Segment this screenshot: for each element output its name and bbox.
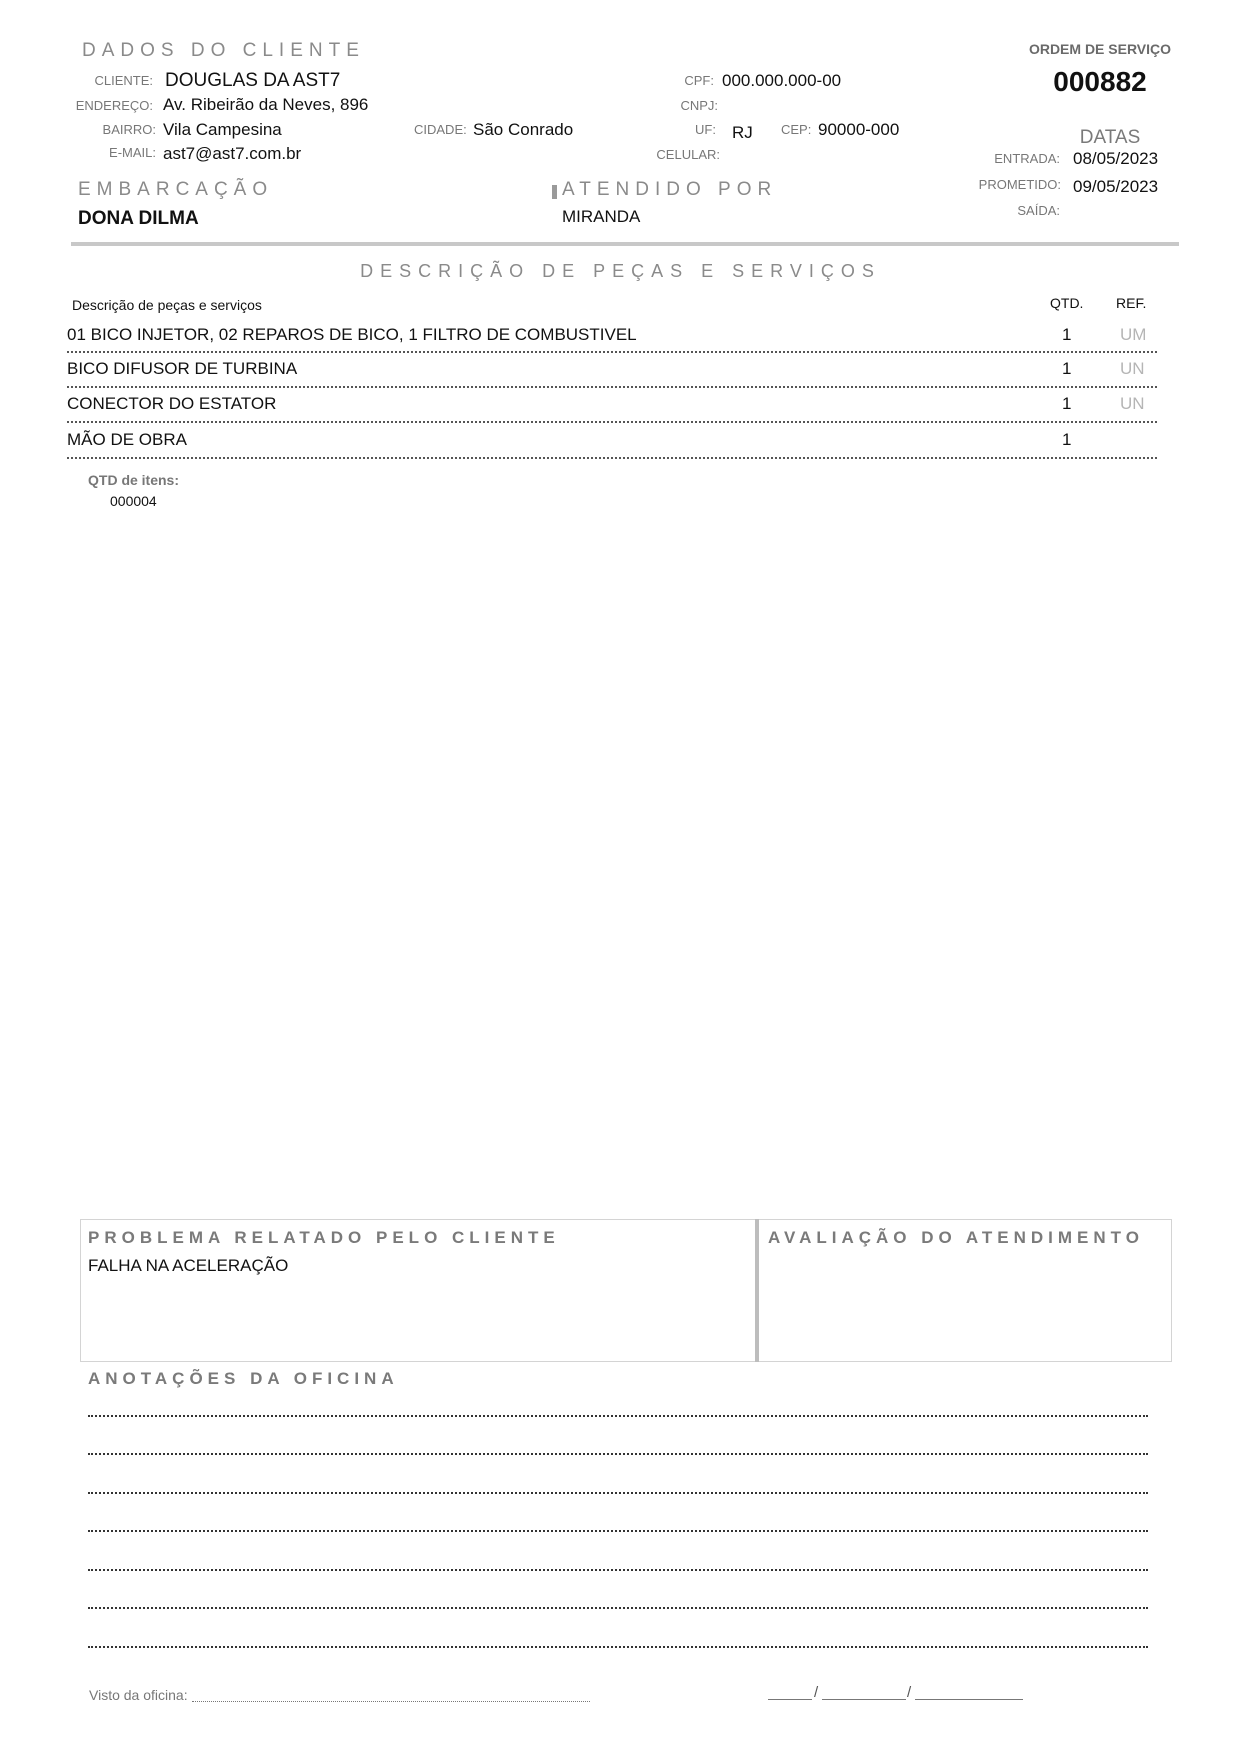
attended-by-title: ATENDIDO POR — [562, 179, 778, 200]
cpf-label: CPF: — [684, 73, 714, 88]
items-section-title: DESCRIÇÃO DE PEÇAS E SERVIÇOS — [360, 261, 881, 281]
service-order-number: 000882 — [1053, 66, 1147, 97]
notes-line — [88, 1646, 1148, 1648]
notes-line — [88, 1415, 1148, 1417]
exit-date-label: SAÍDA: — [1017, 203, 1060, 218]
item-row-separator — [67, 457, 1157, 459]
vessel-title: EMBARCAÇÃO — [78, 179, 274, 200]
item-row-2-ref: UN — [1120, 359, 1145, 378]
item-row-2-qtd: 1 — [1062, 359, 1072, 378]
attended-by-value: MIRANDA — [562, 207, 641, 226]
workshop-signature-line — [192, 1701, 590, 1702]
entry-date-label: ENTRADA: — [994, 151, 1060, 166]
item-row-1-qtd: 1 — [1062, 325, 1072, 344]
items-col-description: Descrição de peças e serviços — [72, 297, 262, 313]
email-label: E-MAIL: — [109, 145, 156, 160]
dates-title: DATAS — [1079, 127, 1141, 148]
problem-title: PROBLEMA RELATADO PELO CLIENTE — [88, 1228, 560, 1247]
items-col-qtd: QTD. — [1050, 295, 1084, 311]
problem-value: FALHA NA ACELERAÇÃO — [88, 1256, 289, 1275]
items-count-value: 000004 — [110, 493, 157, 509]
promised-date-value: 09/05/2023 — [1073, 177, 1159, 196]
address-label: ENDEREÇO: — [75, 98, 153, 113]
item-row-1-desc: 01 BICO INJETOR, 02 REPAROS DE BICO, 1 FILTRO DE COMBUSTIVEL — [67, 325, 637, 344]
date-slash: / — [814, 1684, 819, 1701]
cnpj-label: CNPJ: — [680, 98, 718, 113]
client-name: DOUGLAS DA AST7 — [165, 70, 341, 91]
notes-line — [88, 1492, 1148, 1494]
vessel-name: DONA DILMA — [78, 208, 199, 229]
items-col-ref: REF. — [1116, 295, 1147, 311]
address-value: Av. Ribeirão da Neves, 896 — [163, 95, 369, 114]
item-row-separator — [67, 386, 1157, 388]
client-section-title: DADOS DO CLIENTE — [82, 40, 365, 61]
client-label: CLIENTE: — [94, 73, 153, 88]
notes-line — [88, 1569, 1148, 1571]
date-slash: / — [907, 1684, 912, 1701]
notes-line — [88, 1530, 1148, 1532]
item-row-4-desc: MÃO DE OBRA — [67, 430, 187, 449]
date-day-line — [768, 1699, 812, 1700]
promised-date-label: PROMETIDO: — [978, 177, 1061, 192]
neighborhood-value: Vila Campesina — [163, 120, 282, 139]
email-value: ast7@ast7.com.br — [163, 144, 302, 163]
date-year-line — [915, 1699, 1023, 1700]
attended-marker — [552, 185, 557, 199]
service-order-title: ORDEM DE SERVIÇO — [1028, 41, 1172, 57]
item-row-separator — [67, 421, 1157, 423]
uf-label: UF: — [695, 122, 716, 137]
city-value: São Conrado — [473, 120, 574, 139]
item-row-separator — [67, 351, 1157, 353]
items-count-label: QTD de itens: — [88, 472, 180, 488]
item-row-3-qtd: 1 — [1062, 394, 1072, 413]
evaluation-title: AVALIAÇÃO DO ATENDIMENTO — [768, 1228, 1144, 1247]
item-row-4-qtd: 1 — [1062, 430, 1072, 449]
mobile-label: CELULAR: — [656, 147, 720, 162]
neighborhood-label: BAIRRO: — [102, 122, 156, 137]
header-divider — [71, 242, 1179, 246]
notes-line — [88, 1607, 1148, 1609]
item-row-2-desc: BICO DIFUSOR DE TURBINA — [67, 359, 298, 378]
uf-value: RJ — [732, 123, 753, 142]
notes-line — [88, 1453, 1148, 1455]
workshop-signature-label: Visto da oficina: — [89, 1687, 188, 1703]
date-month-line — [822, 1699, 906, 1700]
cep-value: 90000-000 — [818, 120, 900, 139]
item-row-1-ref: UM — [1120, 325, 1147, 344]
workshop-notes-title: ANOTAÇÕES DA OFICINA — [88, 1369, 399, 1388]
cpf-value: 000.000.000-00 — [722, 71, 842, 90]
entry-date-value: 08/05/2023 — [1073, 149, 1159, 168]
item-row-3-ref: UN — [1120, 394, 1145, 413]
item-row-3-desc: CONECTOR DO ESTATOR — [67, 394, 277, 413]
cep-label: CEP: — [781, 122, 812, 137]
box-vertical-divider — [755, 1219, 759, 1362]
city-label: CIDADE: — [414, 122, 467, 137]
